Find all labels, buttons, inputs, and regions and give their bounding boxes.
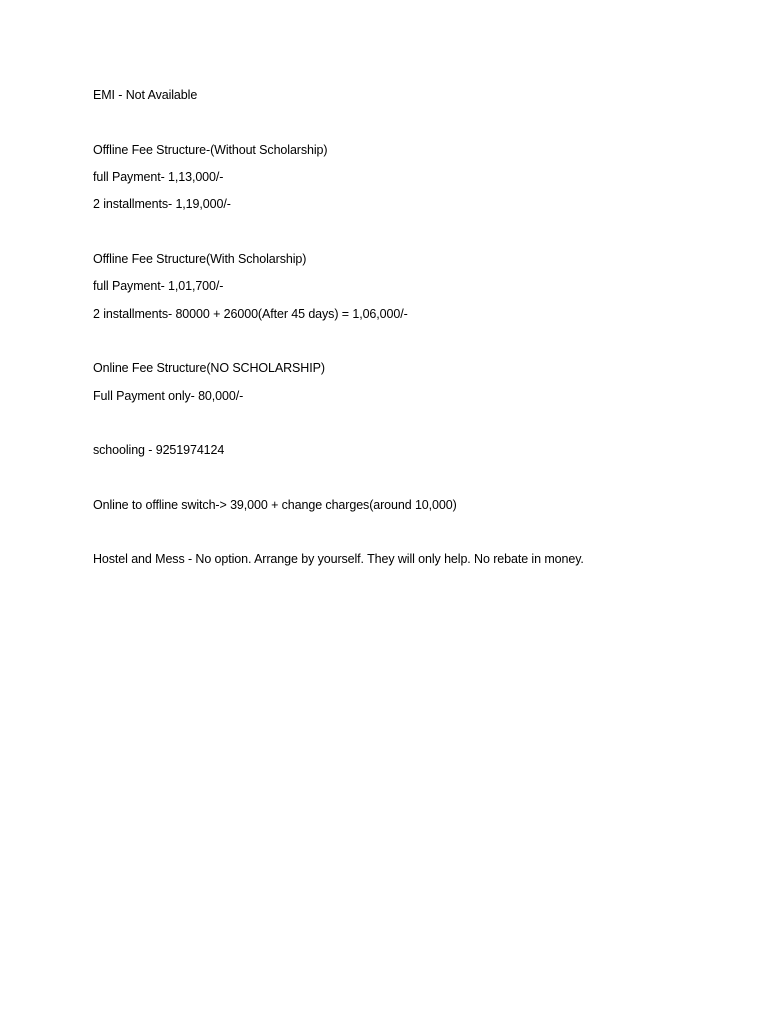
- online-fee-structure-heading: Online Fee Structure(NO SCHOLARSHIP): [93, 361, 325, 375]
- offline-with-scholarship-heading: Offline Fee Structure(With Scholarship): [93, 252, 307, 266]
- hostel-and-mess-line: Hostel and Mess - No option. Arrange by yourself. They will only help. No rebate in money.: [93, 552, 584, 566]
- online-full-payment: Full Payment only- 80,000/-: [93, 389, 244, 403]
- offline-without-scholarship-heading: Offline Fee Structure-(Without Scholarship): [93, 143, 328, 157]
- emi-line: EMI - Not Available: [93, 88, 198, 102]
- offline-with-scholarship-installments: 2 installments- 80000 + 26000(After 45 days) = 1,06,000/-: [93, 307, 408, 321]
- offline-without-scholarship-full-payment: full Payment- 1,13,000/-: [93, 170, 224, 184]
- schooling-contact-line: schooling - 9251974124: [93, 443, 225, 457]
- offline-without-scholarship-installments: 2 installments- 1,19,000/-: [93, 197, 231, 211]
- offline-with-scholarship-full-payment: full Payment- 1,01,700/-: [93, 279, 224, 293]
- online-to-offline-switch-line: Online to offline switch-> 39,000 + change charges(around 10,000): [93, 498, 457, 512]
